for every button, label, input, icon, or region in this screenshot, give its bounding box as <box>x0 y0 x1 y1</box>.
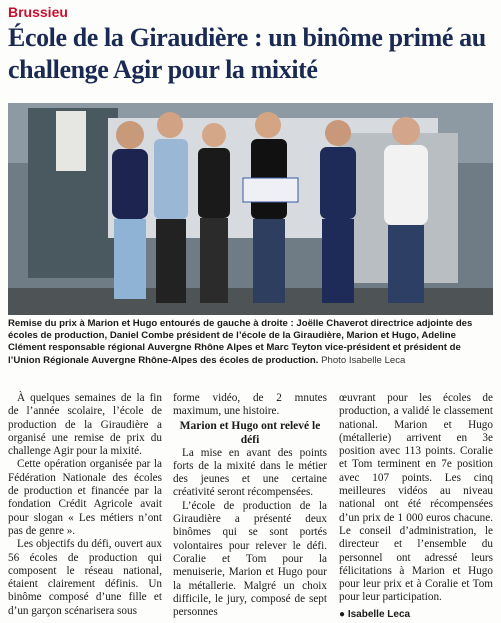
caption-text: Remise du prix à Marion et Hugo entourés de gauche à droite : Joëlle Chaverot directrice adjointe des écoles de production, Daniel Combe président de l’école de la Giraudière, Marion et Hugo, Adeline Clément responsable régional Auvergne Rhône Alpes et Marc Teyton vice-président et président de l’Union Régionale Auvergne Rhône-Alpes des écoles de production. <box>8 318 473 366</box>
headline: École de la Giraudière : un binôme primé au challenge Agir pour la mixité <box>8 23 486 84</box>
paragraph: œuvrant pour les écoles de production, a validé le classement national. Marion et Hugo (métallerie) arrivent en 3e position avec 113 points. Coralie et Tom terminent en 7e position avec 107 points. Les cinq meilleures vidéos au niveau national ont été récompensées d’un prix de 1 000 euros chacune. Le conseil d’administration, le directeur et l’ensemble du personnel ont adressé leurs félicitations à Marion et Hugo pour leur prix et à Coralie et Tom pour leur participation. <box>339 392 493 604</box>
photo-caption <box>8 318 494 367</box>
paragraph: forme vidéo, de 2 mnutes maximum, une histoire. <box>173 392 327 418</box>
subheading: Marion et Hugo ont relevé le défi <box>179 419 321 446</box>
article-column-3 <box>339 392 493 621</box>
paragraph: La mise en avant des points forts de la mixité dans le métier des jeunes et une certaine créativité seront récompensées. <box>173 446 327 499</box>
workshop-photo-illustration <box>8 103 493 315</box>
paragraph: Cette opération organisée par la Fédération Nationale des écoles de production et financée par la fondation Crédit Agricole avait pour slogan « Les métiers n’ont pas de genre ». <box>8 458 162 537</box>
article-column-1 <box>8 392 162 618</box>
article-column-2 <box>173 392 327 619</box>
paragraph: L’école de production de la Giraudière a présenté deux binômes qui se sont portés volontaires pour relever le défi. Coralie et Tom pour la menuiserie, Marion et Hugo pour la métallerie. Malgré un choix difficile, le jury, composé de sept personnes <box>173 499 327 619</box>
section-label: Brussieu <box>8 4 68 20</box>
author-signature: ● Isabelle Leca <box>339 608 411 620</box>
paragraph: À quelques semaines de la fin de l’année scolaire, l’école de production de la Giraudière a organisé une remise de prix du challenge Agir pour la mixité. <box>8 392 162 458</box>
news-photo <box>8 103 493 315</box>
photo-credit: Photo Isabelle Leca <box>321 354 406 366</box>
paragraph: Les objectifs du défi, ouvert aux 56 écoles de production qui composent le réseau national, étaient clairement définis. Un binôme composé d’une fille et d’un garçon scénarisera sous <box>8 538 162 617</box>
